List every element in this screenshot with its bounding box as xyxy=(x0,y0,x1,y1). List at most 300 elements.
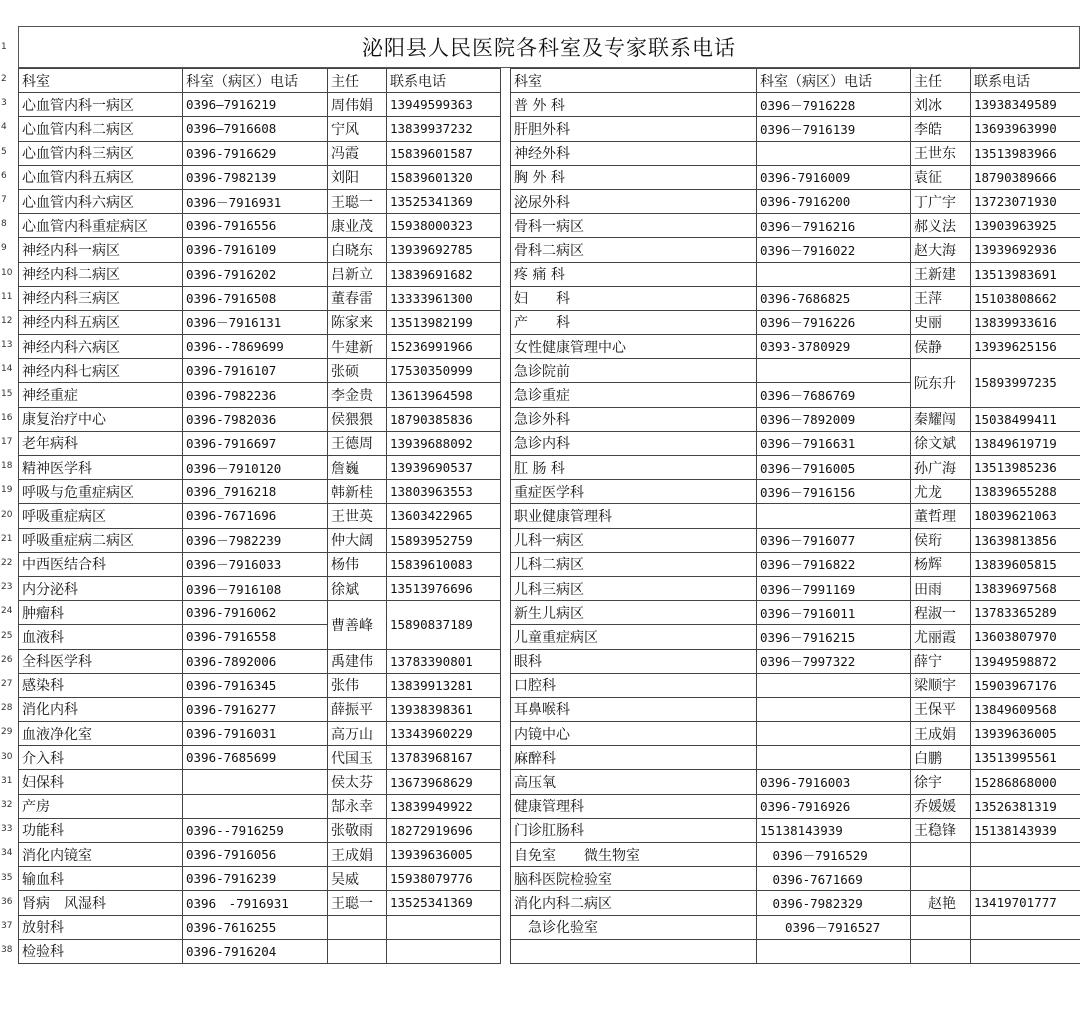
director-name: 王德周 xyxy=(328,431,387,455)
row-number: 33 xyxy=(1,824,13,835)
table-row xyxy=(19,649,501,673)
director-name: 禹建伟 xyxy=(328,649,387,673)
contact-phone: 13783968167 xyxy=(387,746,501,770)
row-number: 32 xyxy=(1,800,13,810)
dept-phone: 0396-7671669 xyxy=(757,867,911,891)
contact-phone: 15236991966 xyxy=(387,335,501,359)
contact-phone: 13849619719 xyxy=(971,431,1080,455)
right-contact-table xyxy=(510,68,1080,964)
dept-phone xyxy=(757,141,911,165)
dept-name: 儿童重症病区 xyxy=(511,625,757,649)
contact-phone: 13938398361 xyxy=(387,697,501,721)
director-name: 曹善峰 xyxy=(328,601,387,649)
dept-phone: 0396－7916005 xyxy=(757,456,911,480)
director-name: 董春雷 xyxy=(328,286,387,310)
table-row xyxy=(511,528,1080,552)
table-row xyxy=(19,189,501,213)
dept-phone xyxy=(183,794,328,818)
dept-name: 神经内科五病区 xyxy=(19,310,183,334)
director-name: 杨伟 xyxy=(328,552,387,576)
table-row xyxy=(19,891,501,915)
dept-phone: 0396－7916931 xyxy=(183,189,328,213)
dept-name: 老年病科 xyxy=(19,431,183,455)
director-name: 代国玉 xyxy=(328,746,387,770)
row-number: 24 xyxy=(1,606,13,617)
director-name: 吴威 xyxy=(328,867,387,891)
dept-phone xyxy=(757,359,911,383)
contact-phone: 15138143939 xyxy=(971,818,1080,842)
table-row xyxy=(19,552,501,576)
dept-name: 肾病 风湿科 xyxy=(19,891,183,915)
table-row xyxy=(511,576,1080,600)
director-name: 孙广海 xyxy=(911,456,971,480)
table-row xyxy=(19,262,501,286)
row-number: 8 xyxy=(1,219,7,230)
table-row xyxy=(511,141,1080,165)
director-name: 詹巍 xyxy=(328,456,387,480)
contact-phone: 13939692936 xyxy=(971,238,1080,262)
dept-name: 急诊外科 xyxy=(511,407,757,431)
contact-phone: 13419701777 xyxy=(971,891,1080,915)
director-name xyxy=(911,843,971,867)
row-number: 5 xyxy=(1,146,7,157)
director-name: 仲大阔 xyxy=(328,528,387,552)
contact-phone: 13939636005 xyxy=(971,722,1080,746)
dept-phone: 0396-7916107 xyxy=(183,359,328,383)
contact-phone: 15938000323 xyxy=(387,214,501,238)
director-name: 王聪一 xyxy=(328,189,387,213)
row-number: 6 xyxy=(1,170,7,181)
director-name: 李金贵 xyxy=(328,383,387,407)
director-name: 王世东 xyxy=(911,141,971,165)
dept-name: 消化内镜室 xyxy=(19,843,183,867)
dept-name: 急诊重症 xyxy=(511,383,757,407)
table-row xyxy=(19,528,501,552)
contact-phone: 13613964598 xyxy=(387,383,501,407)
contact-phone: 15893997235 xyxy=(971,359,1080,407)
dept-name: 神经内科二病区 xyxy=(19,262,183,286)
dept-phone: 0396-7916508 xyxy=(183,286,328,310)
dept-phone xyxy=(757,697,911,721)
director-name: 侯静 xyxy=(911,335,971,359)
dept-phone: 0396－7991169 xyxy=(757,576,911,600)
dept-phone: 0396-7982139 xyxy=(183,165,328,189)
dept-phone: 0396-7616255 xyxy=(183,915,328,939)
table-row xyxy=(19,697,501,721)
director-name: 王成娟 xyxy=(328,843,387,867)
table-row xyxy=(19,601,501,625)
dept-phone: 0396－7916216 xyxy=(757,214,911,238)
dept-name: 放射科 xyxy=(19,915,183,939)
dept-name: 心血管内科重症病区 xyxy=(19,214,183,238)
contact-phone: 13525341369 xyxy=(387,891,501,915)
contact-phone: 13949599363 xyxy=(387,93,501,117)
contact-phone: 13839655288 xyxy=(971,480,1080,504)
row-number: 35 xyxy=(1,872,13,883)
dept-phone: 0396-7916558 xyxy=(183,625,328,649)
row-number: 25 xyxy=(1,630,13,641)
contact-phone: 13513976696 xyxy=(387,576,501,600)
row-number: 26 xyxy=(1,654,13,665)
contact-phone: 15103808662 xyxy=(971,286,1080,310)
dept-phone xyxy=(183,770,328,794)
director-name: 王稳锋 xyxy=(911,818,971,842)
dept-name: 心血管内科五病区 xyxy=(19,165,183,189)
row-number: 18 xyxy=(1,461,13,472)
contact-phone: 13839913281 xyxy=(387,673,501,697)
row-number: 15 xyxy=(1,388,13,399)
dept-name: 高压氧 xyxy=(511,770,757,794)
row-number: 23 xyxy=(1,582,13,593)
dept-phone: 0396—7916608 xyxy=(183,117,328,141)
contact-phone: 13839605815 xyxy=(971,552,1080,576)
director-name: 尤丽霞 xyxy=(911,625,971,649)
director-name: 白晓东 xyxy=(328,238,387,262)
dept-name: 心血管内科三病区 xyxy=(19,141,183,165)
director-name: 张敬雨 xyxy=(328,818,387,842)
dept-phone: 0396-7916926 xyxy=(757,794,911,818)
table-row xyxy=(511,673,1080,697)
dept-phone: 0396-7982236 xyxy=(183,383,328,407)
director-name: 丁广宇 xyxy=(911,189,971,213)
dept-phone: 0393-3780929 xyxy=(757,335,911,359)
dept-phone: 0396-7686825 xyxy=(757,286,911,310)
row-number: 34 xyxy=(1,848,13,859)
row-number: 4 xyxy=(1,122,7,133)
contact-phone: 18790385836 xyxy=(387,407,501,431)
dept-name: 儿科三病区 xyxy=(511,576,757,600)
contact-phone: 15893952759 xyxy=(387,528,501,552)
table-row xyxy=(511,625,1080,649)
contact-phone-header: 联系电话 xyxy=(387,69,501,93)
table-row xyxy=(511,456,1080,480)
dept-phone: 0396－7916215 xyxy=(757,625,911,649)
contact-phone xyxy=(971,915,1080,939)
table-row xyxy=(19,939,501,963)
dept-phone: 0396－7892009 xyxy=(757,407,911,431)
header-row xyxy=(19,69,501,93)
table-row xyxy=(19,722,501,746)
contact-phone: 13939688092 xyxy=(387,431,501,455)
dept-phone: 0396－7916822 xyxy=(757,552,911,576)
dept-name: 胸 外 科 xyxy=(511,165,757,189)
director-name xyxy=(328,915,387,939)
contact-phone: 18039621063 xyxy=(971,504,1080,528)
contact-phone xyxy=(387,915,501,939)
director-name: 侯猥猥 xyxy=(328,407,387,431)
row-number: 9 xyxy=(1,243,7,254)
dept-phone: 0396-7982329 xyxy=(757,891,911,915)
table-row xyxy=(511,867,1080,891)
dept-phone: 0396—7916219 xyxy=(183,93,328,117)
dept-phone: 0396－7916108 xyxy=(183,576,328,600)
dept-phone: 0396--7869699 xyxy=(183,335,328,359)
table-row xyxy=(19,407,501,431)
dept-name: 全科医学科 xyxy=(19,649,183,673)
dept-phone-header: 科室（病区）电话 xyxy=(183,69,328,93)
dept-name: 健康管理科 xyxy=(511,794,757,818)
dept-name: 儿科二病区 xyxy=(511,552,757,576)
dept-name: 介入科 xyxy=(19,746,183,770)
director-name: 韩新桂 xyxy=(328,480,387,504)
table-row xyxy=(19,456,501,480)
table-row xyxy=(511,310,1080,334)
dept-phone: 0396－7997322 xyxy=(757,649,911,673)
table-row xyxy=(511,238,1080,262)
dept-phone: 0396－7910120 xyxy=(183,456,328,480)
table-row xyxy=(19,576,501,600)
contact-phone: 13639813856 xyxy=(971,528,1080,552)
director-name: 袁征 xyxy=(911,165,971,189)
row-number: 11 xyxy=(1,291,13,302)
director-header: 主任 xyxy=(328,69,387,93)
contact-phone: 13939636005 xyxy=(387,843,501,867)
contact-phone: 13603807970 xyxy=(971,625,1080,649)
dept-name: 神经重症 xyxy=(19,383,183,407)
table-row xyxy=(511,552,1080,576)
contact-phone: 13839933616 xyxy=(971,310,1080,334)
dept-phone: 0396－7916527 xyxy=(757,915,911,939)
director-name: 牛建新 xyxy=(328,335,387,359)
contact-phone: 13939692785 xyxy=(387,238,501,262)
row-number: 2 xyxy=(1,74,7,84)
contact-phone: 13343960229 xyxy=(387,722,501,746)
dept-name: 内镜中心 xyxy=(511,722,757,746)
director-header: 主任 xyxy=(911,69,971,93)
row-number: 22 xyxy=(1,558,13,568)
contact-phone: 13525341369 xyxy=(387,189,501,213)
contact-phone: 15839610083 xyxy=(387,552,501,576)
table-row xyxy=(511,843,1080,867)
director-name: 刘冰 xyxy=(911,93,971,117)
contact-phone: 15286868000 xyxy=(971,770,1080,794)
director-name: 史丽 xyxy=(911,310,971,334)
contact-phone xyxy=(387,939,501,963)
contact-phone: 13783390801 xyxy=(387,649,501,673)
contact-phone: 13803963553 xyxy=(387,480,501,504)
dept-phone xyxy=(757,722,911,746)
dept-name: 职业健康管理科 xyxy=(511,504,757,528)
contact-phone: 13333961300 xyxy=(387,286,501,310)
sheet-title: 泌阳县人民医院各科室及专家联系电话 xyxy=(18,26,1080,68)
table-row xyxy=(19,794,501,818)
director-name: 杨辉 xyxy=(911,552,971,576)
dept-phone: 0396－7916139 xyxy=(757,117,911,141)
dept-phone: 0396-7982036 xyxy=(183,407,328,431)
dept-name: 普 外 科 xyxy=(511,93,757,117)
contact-phone: 13513982199 xyxy=(387,310,501,334)
table-row xyxy=(511,697,1080,721)
dept-name: 血液净化室 xyxy=(19,722,183,746)
contact-phone: 13783365289 xyxy=(971,601,1080,625)
dept-name: 精神医学科 xyxy=(19,456,183,480)
row-number: 13 xyxy=(1,340,13,351)
contact-phone: 13939690537 xyxy=(387,456,501,480)
contact-phone-header: 联系电话 xyxy=(971,69,1080,93)
dept-name: 神经内科一病区 xyxy=(19,238,183,262)
dept-phone: 0396-7916697 xyxy=(183,431,328,455)
director-name: 尤龙 xyxy=(911,480,971,504)
table-row xyxy=(511,214,1080,238)
director-name: 陈家来 xyxy=(328,310,387,334)
contact-phone: 15890837189 xyxy=(387,601,501,649)
director-name: 张硕 xyxy=(328,359,387,383)
contact-phone xyxy=(971,939,1080,963)
table-row xyxy=(511,915,1080,939)
director-name: 李皓 xyxy=(911,117,971,141)
contact-phone: 13526381319 xyxy=(971,794,1080,818)
dept-name: 妇 科 xyxy=(511,286,757,310)
dept-name: 呼吸与危重症病区 xyxy=(19,480,183,504)
left-contact-table xyxy=(18,68,501,964)
dept-phone: 0396－7916631 xyxy=(757,431,911,455)
director-name: 王保平 xyxy=(911,697,971,721)
dept-phone: 0396-7916200 xyxy=(757,189,911,213)
table-row xyxy=(19,117,501,141)
dept-phone: 0396-7916202 xyxy=(183,262,328,286)
row-number: 7 xyxy=(1,195,7,205)
contact-phone: 13949598872 xyxy=(971,649,1080,673)
contact-phone: 17530350999 xyxy=(387,359,501,383)
dept-name: 急诊内科 xyxy=(511,431,757,455)
dept-phone: 0396-7916009 xyxy=(757,165,911,189)
table-row xyxy=(19,673,501,697)
dept-header: 科室 xyxy=(511,69,757,93)
table-row xyxy=(511,770,1080,794)
dept-phone: 0396－7916156 xyxy=(757,480,911,504)
table-row xyxy=(19,165,501,189)
table-row xyxy=(19,867,501,891)
table-row xyxy=(511,649,1080,673)
dept-phone: 0396_7916218 xyxy=(183,480,328,504)
row-number: 31 xyxy=(1,775,13,786)
director-name xyxy=(328,939,387,963)
dept-name: 内分泌科 xyxy=(19,576,183,600)
dept-name: 康复治疗中心 xyxy=(19,407,183,431)
table-row xyxy=(511,722,1080,746)
row-number: 1 xyxy=(1,42,7,52)
contact-phone: 13513983691 xyxy=(971,262,1080,286)
row-number: 19 xyxy=(1,485,13,496)
contact-phone: 15839601320 xyxy=(387,165,501,189)
director-name: 秦耀闯 xyxy=(911,407,971,431)
dept-name: 眼科 xyxy=(511,649,757,673)
dept-phone: 0396-7916345 xyxy=(183,673,328,697)
dept-name: 感染科 xyxy=(19,673,183,697)
contact-phone: 15903967176 xyxy=(971,673,1080,697)
dept-name: 儿科一病区 xyxy=(511,528,757,552)
dept-name: 心血管内科二病区 xyxy=(19,117,183,141)
director-name: 王聪一 xyxy=(328,891,387,915)
contact-phone: 13603422965 xyxy=(387,504,501,528)
dept-phone xyxy=(757,262,911,286)
dept-name: 肛 肠 科 xyxy=(511,456,757,480)
table-row xyxy=(511,407,1080,431)
contact-phone: 13513983966 xyxy=(971,141,1080,165)
director-name: 高万山 xyxy=(328,722,387,746)
director-name: 冯霞 xyxy=(328,141,387,165)
dept-header: 科室 xyxy=(19,69,183,93)
director-name: 吕新立 xyxy=(328,262,387,286)
dept-name: 神经内科三病区 xyxy=(19,286,183,310)
table-row xyxy=(511,165,1080,189)
director-name: 白鹏 xyxy=(911,746,971,770)
dept-name: 消化内科 xyxy=(19,697,183,721)
director-name: 程淑一 xyxy=(911,601,971,625)
dept-name: 急诊化验室 xyxy=(511,915,757,939)
director-name: 董哲理 xyxy=(911,504,971,528)
contact-phone: 18790389666 xyxy=(971,165,1080,189)
table-row xyxy=(19,480,501,504)
dept-phone: 0396－7916228 xyxy=(757,93,911,117)
contact-phone xyxy=(971,867,1080,891)
director-name xyxy=(911,915,971,939)
dept-name: 消化内科二病区 xyxy=(511,891,757,915)
header-row xyxy=(511,69,1080,93)
table-row xyxy=(19,310,501,334)
director-name: 康业茂 xyxy=(328,214,387,238)
director-name: 薛宁 xyxy=(911,649,971,673)
director-name xyxy=(911,867,971,891)
dept-name: 新生儿病区 xyxy=(511,601,757,625)
contact-phone: 18272919696 xyxy=(387,818,501,842)
dept-phone: 0396－7686769 xyxy=(757,383,911,407)
contact-phone: 13513985236 xyxy=(971,456,1080,480)
table-row xyxy=(19,286,501,310)
dept-phone: 0396－7982239 xyxy=(183,528,328,552)
director-name: 徐宇 xyxy=(911,770,971,794)
director-name: 薛振平 xyxy=(328,697,387,721)
row-number: 28 xyxy=(1,703,13,714)
contact-phone xyxy=(971,843,1080,867)
row-number: 30 xyxy=(1,751,13,762)
table-row xyxy=(511,262,1080,286)
dept-phone: 0396-7685699 xyxy=(183,746,328,770)
dept-phone: 0396-7916277 xyxy=(183,697,328,721)
dept-phone: 0396-7916062 xyxy=(183,601,328,625)
dept-phone xyxy=(757,939,911,963)
row-number: 17 xyxy=(1,437,13,447)
dept-name: 重症医学科 xyxy=(511,480,757,504)
director-name xyxy=(911,939,971,963)
row-number: 3 xyxy=(1,98,7,109)
dept-name: 输血科 xyxy=(19,867,183,891)
director-name: 张伟 xyxy=(328,673,387,697)
table-row xyxy=(511,93,1080,117)
dept-name: 自免室 微生物室 xyxy=(511,843,757,867)
table-row xyxy=(511,189,1080,213)
row-number: 37 xyxy=(1,921,13,931)
row-number: 21 xyxy=(1,533,13,544)
dept-phone: 0396－7916529 xyxy=(757,843,911,867)
director-name: 王成娟 xyxy=(911,722,971,746)
dept-name: 女性健康管理中心 xyxy=(511,335,757,359)
row-number: 10 xyxy=(1,267,13,278)
contact-phone: 13839949922 xyxy=(387,794,501,818)
contact-phone: 13849609568 xyxy=(971,697,1080,721)
row-number: 20 xyxy=(1,509,13,520)
contact-phone: 13839697568 xyxy=(971,576,1080,600)
dept-phone: 0396 -7916931 xyxy=(183,891,328,915)
dept-phone: 0396-7916109 xyxy=(183,238,328,262)
contact-phone: 15038499411 xyxy=(971,407,1080,431)
dept-name: 骨科二病区 xyxy=(511,238,757,262)
director-name: 阮东升 xyxy=(911,359,971,407)
director-name: 赵艳 xyxy=(911,891,971,915)
table-row xyxy=(511,117,1080,141)
director-name: 田雨 xyxy=(911,576,971,600)
dept-phone: 0396--7916259 xyxy=(183,818,328,842)
